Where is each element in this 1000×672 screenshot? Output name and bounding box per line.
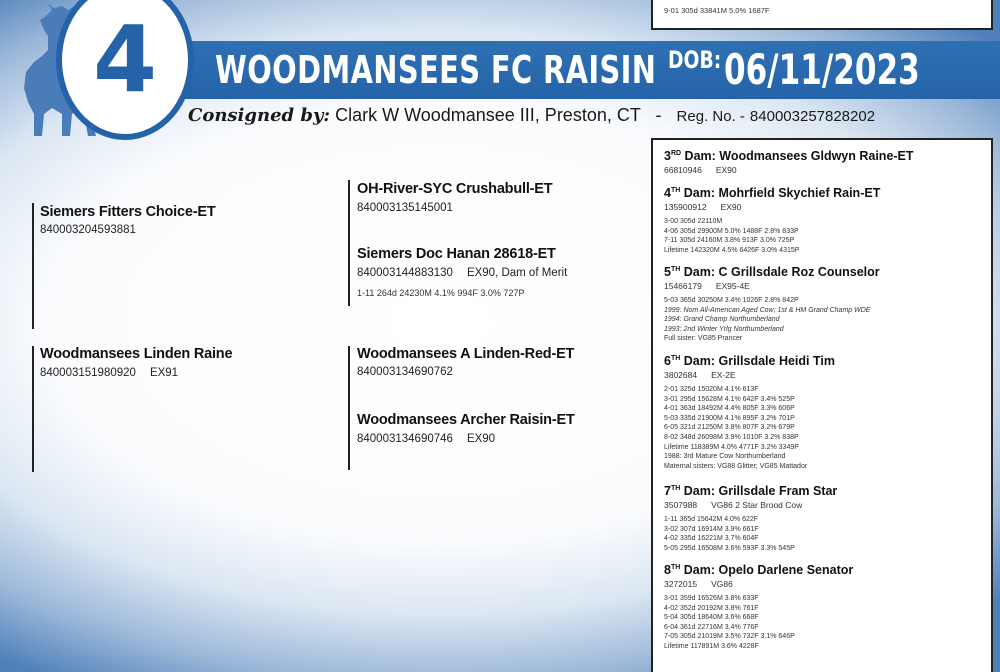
dam-entry-reg <box>664 579 984 589</box>
dam-entry-title <box>664 265 984 279</box>
dam-score: EX95-4E <box>715 281 750 291</box>
dam-record-line: 5-03 365d 30250M 3.4% 1026F 2.8% 842P <box>664 297 799 304</box>
dam-score: EX90 <box>720 202 742 212</box>
dam-label: Dam: <box>680 484 719 498</box>
dam-sire-name: Woodmansees A Linden-Red-ET <box>357 346 575 362</box>
dam-record-line: 1988: 3rd Mature Cow Northumberland <box>664 453 786 461</box>
dam-record-line: 5-03 335d 21900M 4.1% 895F 3.2% 701P <box>664 414 795 422</box>
dam-record-line: Full sister: VG85 Prancer <box>664 335 743 343</box>
sire-name: Siemers Fitters Choice-ET <box>40 204 216 220</box>
dam-record-line: 3-01 295d 15628M 4.1% 642F 3.4% 525P <box>664 395 795 403</box>
reg-label: Reg. No. - <box>676 108 745 125</box>
dob-value: 06/11/2023 <box>724 45 920 94</box>
separator: - <box>655 105 662 125</box>
dam-score: VG86 2 Star Brood Cow <box>711 500 803 510</box>
dam-ordinal-suffix: TH <box>670 355 681 362</box>
dam-entry-title <box>664 186 984 200</box>
dam-reg-number: 3802684 <box>664 370 698 380</box>
dam-dam-info <box>357 433 495 445</box>
sire-sire-reg: 840003135145001 <box>357 202 453 214</box>
dam-record-line: 3-02 307d 16914M 3.9% 661F <box>664 525 759 533</box>
dam-entry-name: Grillsdale Fram Star <box>718 484 838 498</box>
dam-record-line: 3-01 359d 16526M 3.8% 633F <box>664 595 759 602</box>
dam-label: Dam: <box>680 265 719 279</box>
dam-bracket <box>32 346 34 472</box>
sire-sire-name: OH-River-SYC Crushabull-ET <box>357 181 553 197</box>
dam-record-line: 1994: Grand Champ Northumberland <box>664 316 780 324</box>
dam-reg-number: 3272015 <box>664 579 698 589</box>
dam-record-line: 5-04 305d 18640M 3.6% 668F <box>664 614 759 622</box>
sire-dam-record: 1-11 264d 24230M 4.1% 994F 3.0% 727P <box>357 288 525 298</box>
dam-dam-score: EX90 <box>466 433 496 445</box>
dam-reg-number: 15466179 <box>664 281 702 291</box>
dam-label: Dam: <box>680 563 719 577</box>
dam-record-line: Lifetime 117891M 3.6% 4228F <box>664 642 759 650</box>
dam-entry <box>664 354 984 471</box>
dam-label: Dam: <box>680 186 719 200</box>
sire-dam-reg: 840003144883130 <box>357 267 453 279</box>
dam-entry-title <box>664 354 984 368</box>
dam-record-line: 4-01 363d 18492M 4.4% 805F 3.3% 606P <box>664 405 795 413</box>
dam-entry-name: Opelo Darlene Senator <box>718 563 854 577</box>
consigned-line <box>188 103 875 129</box>
dam-entry-reg <box>664 281 984 291</box>
dam-record-line: 7-11 305d 24160M 3.8% 913F 3.0% 725P <box>664 237 795 245</box>
dam-ordinal-suffix: TH <box>670 485 681 492</box>
dam-entry-reg <box>664 500 984 510</box>
dam-entry-reg <box>664 202 984 212</box>
dam-name: Woodmansees Linden Raine <box>40 346 233 362</box>
sire-dam-name: Siemers Doc Hanan 28618-ET <box>357 246 556 262</box>
dam-ordinal: 7 <box>664 484 671 498</box>
dam-reg-number: 3507988 <box>664 500 698 510</box>
dam-record-line: 5-05 295d 16508M 3.6% 593F 3.3% 545P <box>664 544 795 552</box>
dam-record-line: 7-05 305d 21019M 3.5% 732F 3.1% 646P <box>664 633 795 641</box>
dam-ordinal: 6 <box>664 354 671 368</box>
dam-records <box>664 217 984 255</box>
dam-record-line: 8-02 348d 26098M 3.9% 1010F 3.2% 838P <box>664 433 799 441</box>
dam-entry <box>664 563 984 652</box>
reg-number: 840003257828202 <box>749 108 876 125</box>
dam-record-line: 6-05 321d 21250M 3.8% 807F 3.2% 679P <box>664 424 795 432</box>
dam-sire-bracket <box>348 346 350 470</box>
dam-records <box>664 385 984 471</box>
dam-ordinal-suffix: RD <box>670 150 682 157</box>
dam-label: Dam: <box>680 354 719 368</box>
dam-info <box>40 367 178 379</box>
top-record-line: 9-01 305d 33841M 5.0% 1687F <box>664 6 770 15</box>
dam-ordinal: 4 <box>664 186 671 200</box>
animal-name: WOODMANSEES FC RAISIN <box>215 48 657 92</box>
dob-label: DOB: <box>668 46 722 74</box>
dam-reg: 840003151980920 <box>40 367 136 379</box>
dam-ordinal-suffix: TH <box>670 564 681 571</box>
dam-entry-title <box>664 484 984 498</box>
dam-record-line: 4-02 335d 16221M 3.7% 604F <box>664 535 759 543</box>
dam-record-line: 4-06 305d 29900M 5.0% 1488F 2.8% 833P <box>664 227 799 235</box>
dam-score: VG86 <box>711 579 733 589</box>
dam-record-line: 1-11 365d 15642M 4.0% 622F <box>664 516 759 523</box>
dam-record-line: 6-04 361d 22716M 3.4% 776F <box>664 623 759 631</box>
dam-entry <box>664 484 984 553</box>
dam-score: EX90 <box>715 165 737 175</box>
dam-score: EX91 <box>149 367 179 379</box>
dam-reg-number: 135900912 <box>664 202 707 212</box>
dam-entry-name: Mohrfield Skychief Rain-ET <box>718 186 881 200</box>
dam-entry-name: Grillsdale Heidi Tim <box>718 354 835 368</box>
dam-ordinal: 3 <box>664 149 671 163</box>
dam-entry-name: Woodmansees Gldwyn Raine-ET <box>719 149 914 163</box>
dam-sire-reg: 840003134690762 <box>357 366 453 378</box>
dam-entry-reg <box>664 165 984 175</box>
dam-entry <box>664 186 984 255</box>
dam-ordinal: 5 <box>664 265 671 279</box>
dam-label: Dam: <box>681 149 720 163</box>
consigned-label: Consigned by: <box>188 105 331 126</box>
sire-reg: 840003204593881 <box>40 224 136 236</box>
dam-records <box>664 515 984 553</box>
sire-dam-score: EX90, Dam of Merit <box>466 267 568 279</box>
dam-record-line: 4-02 352d 20192M 3.8% 761F <box>664 604 759 612</box>
dam-ordinal: 8 <box>664 563 671 577</box>
dam-records <box>664 594 984 652</box>
dam-record-line: 2-01 325d 15020M 4.1% 613F <box>664 386 759 393</box>
dam-entry <box>664 149 984 175</box>
dam-records <box>664 296 984 344</box>
dam-dam-reg: 840003134690746 <box>357 433 453 445</box>
dam-score: EX-2E <box>711 370 736 380</box>
dam-record-line: 3-00 305d 22110M <box>664 218 723 225</box>
dam-record-line: Lifetime 142320M 4.5% 6426F 3.0% 4315P <box>664 246 800 254</box>
dam-record-line: 1999: Nom All-American Aged Cow; 1st & HM Grand Champ WDE <box>664 306 871 314</box>
dam-ordinal-suffix: TH <box>670 266 681 273</box>
dam-dam-name: Woodmansees Archer Raisin-ET <box>357 412 575 428</box>
dam-record-line: Maternal sisters: VG88 Glitter; VG85 Mattador <box>664 462 808 470</box>
dam-entry <box>664 265 984 344</box>
sire-sire-bracket <box>348 180 350 306</box>
dam-record-line: Lifetime 118389M 4.0% 4771F 3.2% 3349P <box>664 443 799 451</box>
dam-entry-reg <box>664 370 984 380</box>
dam-entry-name: C Grillsdale Roz Counselor <box>718 265 880 279</box>
dam-record-line: 1993: 2nd Winter Yrlg Northumberland <box>664 325 784 333</box>
consignor: Clark W Woodmansee III, Preston, CT <box>335 105 641 125</box>
lot-number: 4 <box>92 6 157 113</box>
dam-ordinal-suffix: TH <box>670 187 681 194</box>
dam-entry-title <box>664 563 984 577</box>
dam-entry-title <box>664 149 984 163</box>
top-record-box <box>651 0 993 30</box>
sire-bracket <box>32 203 34 329</box>
sire-dam-info <box>357 267 567 279</box>
dam-reg-number: 66810946 <box>664 165 702 175</box>
